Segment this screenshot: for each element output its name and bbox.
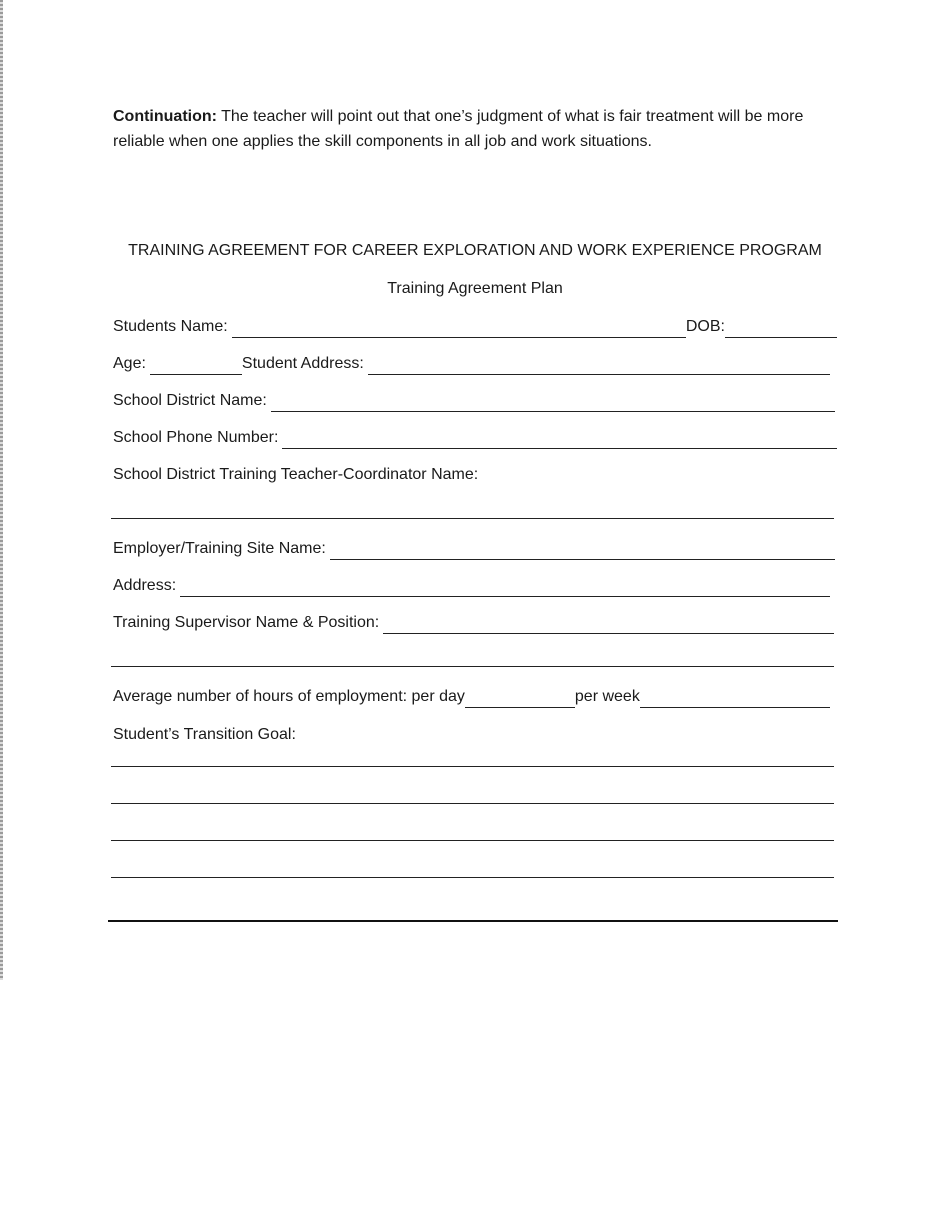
dob-field[interactable]	[725, 319, 837, 338]
dob-label: DOB:	[685, 318, 725, 335]
row-employer	[113, 538, 835, 560]
continuation-paragraph	[113, 104, 843, 154]
school-phone-label: School Phone Number:	[113, 429, 279, 446]
age-field[interactable]	[150, 356, 242, 375]
age-label: Age:	[113, 355, 146, 372]
row-student-name	[113, 316, 837, 338]
row-age-address	[113, 353, 830, 375]
transition-goal-line-2[interactable]	[111, 803, 834, 804]
hours-per-day-field[interactable]	[465, 689, 575, 708]
row-coordinator	[113, 464, 837, 486]
address-field[interactable]	[180, 578, 830, 597]
row-address	[113, 575, 830, 597]
transition-goal-line-3[interactable]	[111, 840, 834, 841]
student-name-label: Students Name:	[113, 318, 228, 335]
employer-label: Employer/Training Site Name:	[113, 540, 326, 557]
employer-field[interactable]	[330, 541, 835, 560]
transition-goal-label: Student’s Transition Goal:	[113, 726, 296, 743]
school-phone-field[interactable]	[282, 430, 837, 449]
supervisor-field[interactable]	[383, 615, 834, 634]
hours-per-week-field[interactable]	[640, 689, 830, 708]
coordinator-label: School District Training Teacher-Coordinator Name:	[113, 466, 479, 483]
scan-edge-artifact	[0, 0, 3, 980]
school-district-label: School District Name:	[113, 392, 267, 409]
form-subtitle: Training Agreement Plan	[387, 280, 563, 297]
school-district-field[interactable]	[271, 393, 835, 412]
student-address-field[interactable]	[368, 356, 830, 375]
hours-per-day-label: Average number of hours of employment: per day	[113, 688, 465, 705]
supervisor-field-continued[interactable]	[111, 666, 834, 667]
coordinator-field[interactable]	[111, 518, 834, 519]
row-transition-goal	[113, 724, 837, 746]
address-label: Address:	[113, 577, 177, 594]
student-address-label: Student Address:	[241, 355, 364, 372]
row-school-phone	[113, 427, 837, 449]
row-school-district	[113, 390, 835, 412]
transition-goal-line-1[interactable]	[111, 766, 834, 767]
transition-goal-line-4[interactable]	[111, 877, 834, 878]
student-name-field[interactable]	[232, 319, 686, 338]
row-hours	[113, 686, 830, 708]
continuation-label: Continuation:	[113, 108, 217, 125]
row-supervisor	[113, 612, 834, 634]
form-title: TRAINING AGREEMENT FOR CAREER EXPLORATION AND WORK EXPERIENCE PROGRAM	[128, 242, 822, 259]
continuation-text: The teacher will point out that one’s judgment of what is fair treatment will be more reliable when one applies the skill components in all job and work situations.	[113, 108, 804, 150]
per-week-label: per week	[574, 688, 640, 705]
section-divider	[108, 920, 838, 922]
supervisor-label: Training Supervisor Name & Position:	[113, 614, 380, 631]
